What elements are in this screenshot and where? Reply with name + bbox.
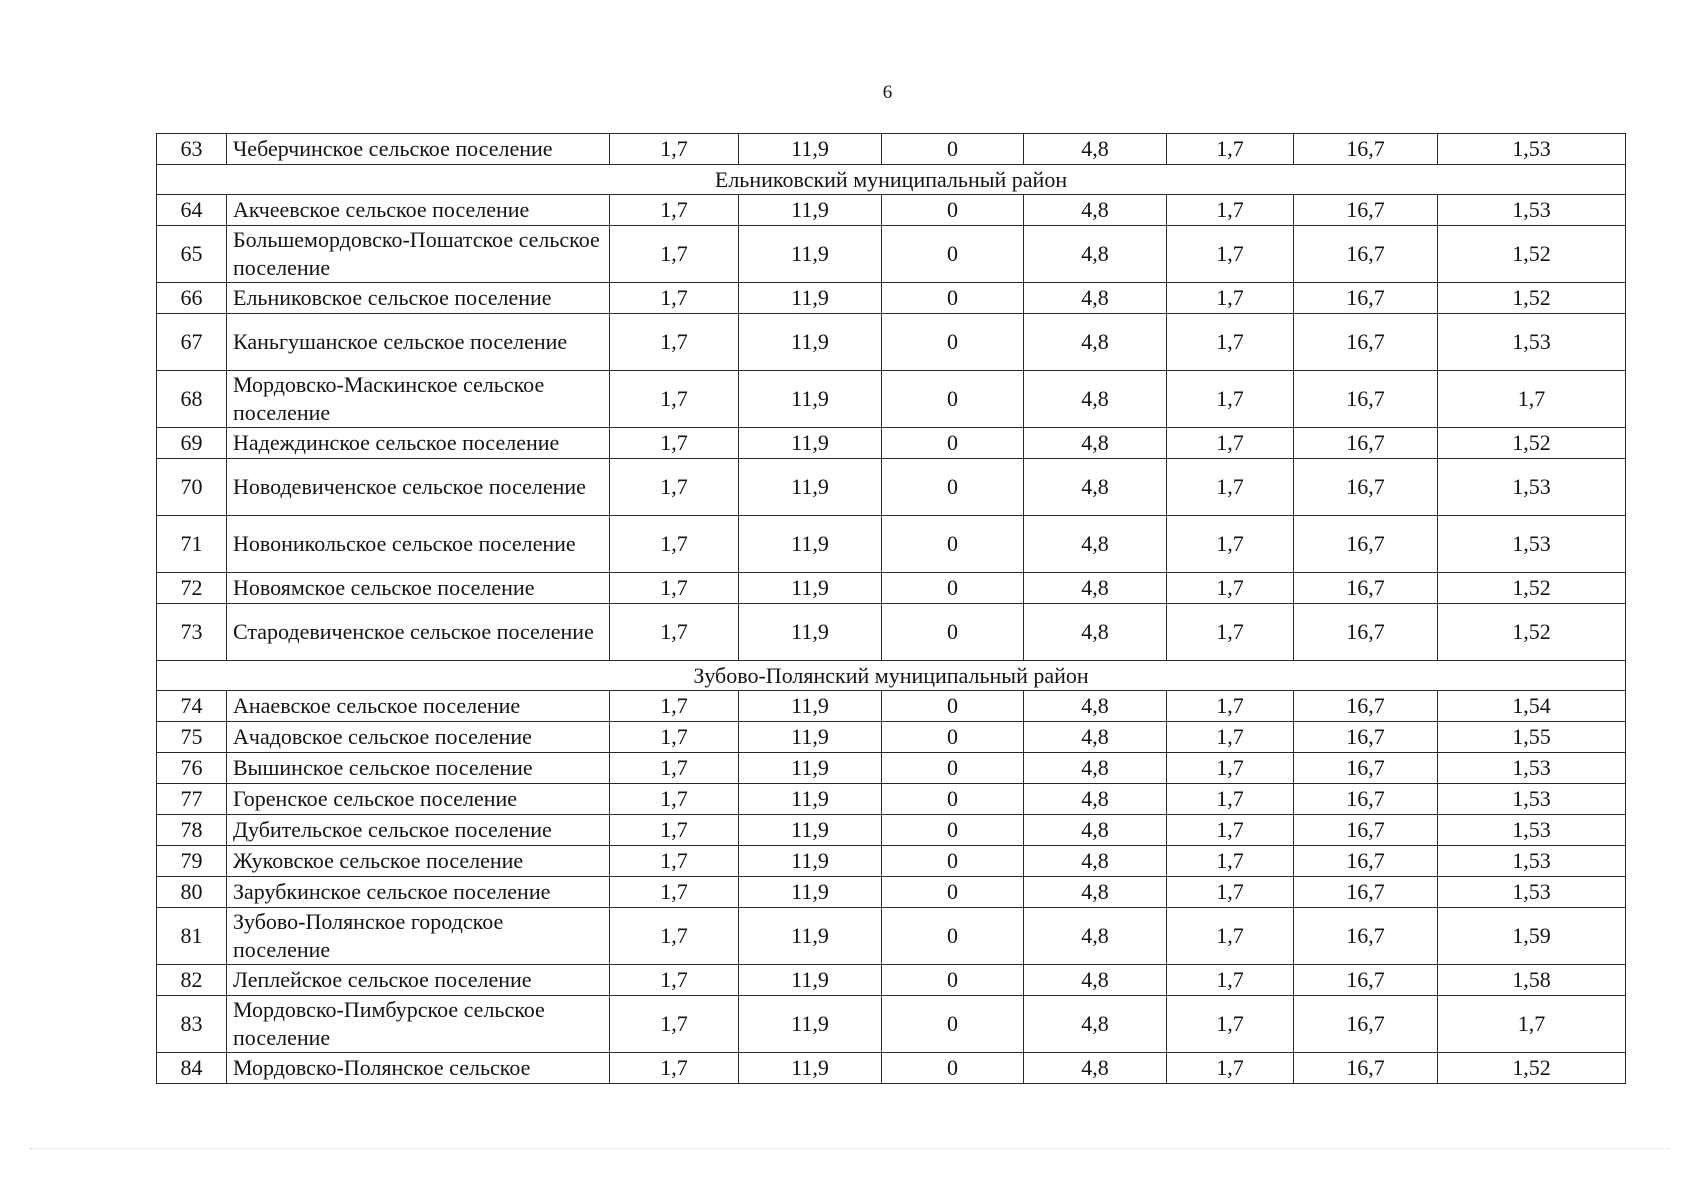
value-cell: 0 bbox=[882, 815, 1024, 846]
settlement-name: Стародевиченское сельское поселение bbox=[227, 604, 610, 661]
value-cell: 4,8 bbox=[1024, 516, 1167, 573]
row-number: 70 bbox=[157, 459, 227, 516]
settlement-name: Зубово-Полянское городское поселение bbox=[227, 908, 610, 965]
value-cell: 1,53 bbox=[1438, 753, 1626, 784]
settlement-name: Мордовско-Полянское сельское bbox=[227, 1053, 610, 1084]
table-row bbox=[157, 573, 1626, 604]
value-cell: 1,7 bbox=[1167, 573, 1294, 604]
settlement-name: Леплейское сельское поселение bbox=[227, 965, 610, 996]
value-cell: 0 bbox=[882, 283, 1024, 314]
row-number: 78 bbox=[157, 815, 227, 846]
table-row bbox=[157, 691, 1626, 722]
value-cell: 4,8 bbox=[1024, 815, 1167, 846]
settlement-name: Мордовско-Пимбурское сельское поселение bbox=[227, 996, 610, 1053]
value-cell: 1,7 bbox=[610, 908, 739, 965]
settlement-name: Большемордовско-Пошатское сельское поселение bbox=[227, 226, 610, 283]
value-cell: 1,7 bbox=[1167, 965, 1294, 996]
value-cell: 16,7 bbox=[1294, 691, 1438, 722]
value-cell: 1,7 bbox=[1167, 428, 1294, 459]
value-cell: 16,7 bbox=[1294, 604, 1438, 661]
value-cell: 4,8 bbox=[1024, 314, 1167, 371]
settlement-name: Анаевское сельское поселение bbox=[227, 691, 610, 722]
settlement-name: Зарубкинское сельское поселение bbox=[227, 877, 610, 908]
value-cell: 1,7 bbox=[610, 134, 739, 165]
row-number: 83 bbox=[157, 996, 227, 1053]
value-cell: 11,9 bbox=[739, 371, 882, 428]
value-cell: 1,52 bbox=[1438, 283, 1626, 314]
table-row bbox=[157, 753, 1626, 784]
row-number: 67 bbox=[157, 314, 227, 371]
row-number: 84 bbox=[157, 1053, 227, 1084]
value-cell: 1,53 bbox=[1438, 784, 1626, 815]
row-number: 64 bbox=[157, 195, 227, 226]
value-cell: 1,7 bbox=[1167, 877, 1294, 908]
table-row bbox=[157, 784, 1626, 815]
value-cell: 1,7 bbox=[1167, 314, 1294, 371]
row-number: 74 bbox=[157, 691, 227, 722]
table-row bbox=[157, 877, 1626, 908]
value-cell: 1,54 bbox=[1438, 691, 1626, 722]
value-cell: 4,8 bbox=[1024, 753, 1167, 784]
table-row bbox=[157, 134, 1626, 165]
value-cell: 0 bbox=[882, 195, 1024, 226]
value-cell: 1,7 bbox=[610, 314, 739, 371]
value-cell: 0 bbox=[882, 1053, 1024, 1084]
value-cell: 0 bbox=[882, 459, 1024, 516]
value-cell: 1,7 bbox=[610, 516, 739, 573]
settlement-name: Новоникольское сельское поселение bbox=[227, 516, 610, 573]
value-cell: 11,9 bbox=[739, 134, 882, 165]
row-number: 80 bbox=[157, 877, 227, 908]
table-row bbox=[157, 371, 1626, 428]
value-cell: 1,7 bbox=[610, 722, 739, 753]
row-number: 66 bbox=[157, 283, 227, 314]
value-cell: 1,53 bbox=[1438, 314, 1626, 371]
value-cell: 0 bbox=[882, 996, 1024, 1053]
table-row bbox=[157, 1053, 1626, 1084]
value-cell: 4,8 bbox=[1024, 134, 1167, 165]
value-cell: 1,7 bbox=[1167, 134, 1294, 165]
value-cell: 1,7 bbox=[610, 784, 739, 815]
value-cell: 4,8 bbox=[1024, 226, 1167, 283]
value-cell: 1,52 bbox=[1438, 428, 1626, 459]
value-cell: 16,7 bbox=[1294, 226, 1438, 283]
value-cell: 0 bbox=[882, 965, 1024, 996]
value-cell: 1,7 bbox=[610, 283, 739, 314]
value-cell: 1,7 bbox=[610, 573, 739, 604]
value-cell: 11,9 bbox=[739, 573, 882, 604]
value-cell: 11,9 bbox=[739, 428, 882, 459]
settlement-name: Мордовско-Маскинское сельское поселение bbox=[227, 371, 610, 428]
table-body bbox=[157, 134, 1626, 1084]
section-title: Зубово-Полянский муниципальный район bbox=[157, 661, 1626, 691]
section-title: Ельниковский муниципальный район bbox=[157, 165, 1626, 195]
value-cell: 1,53 bbox=[1438, 846, 1626, 877]
value-cell: 1,7 bbox=[1167, 996, 1294, 1053]
value-cell: 11,9 bbox=[739, 784, 882, 815]
table-row bbox=[157, 846, 1626, 877]
value-cell: 1,52 bbox=[1438, 1053, 1626, 1084]
value-cell: 4,8 bbox=[1024, 604, 1167, 661]
row-number: 72 bbox=[157, 573, 227, 604]
value-cell: 1,55 bbox=[1438, 722, 1626, 753]
value-cell: 16,7 bbox=[1294, 1053, 1438, 1084]
table-row bbox=[157, 516, 1626, 573]
value-cell: 4,8 bbox=[1024, 1053, 1167, 1084]
row-number: 71 bbox=[157, 516, 227, 573]
settlement-name: Дубительское сельское поселение bbox=[227, 815, 610, 846]
value-cell: 1,52 bbox=[1438, 604, 1626, 661]
value-cell: 16,7 bbox=[1294, 784, 1438, 815]
settlement-name: Акчеевское сельское поселение bbox=[227, 195, 610, 226]
table-row bbox=[157, 815, 1626, 846]
value-cell: 0 bbox=[882, 877, 1024, 908]
table-row bbox=[157, 908, 1626, 965]
settlement-name: Ельниковское сельское поселение bbox=[227, 283, 610, 314]
value-cell: 1,7 bbox=[1167, 283, 1294, 314]
value-cell: 4,8 bbox=[1024, 195, 1167, 226]
settlement-name: Надеждинское сельское поселение bbox=[227, 428, 610, 459]
value-cell: 1,7 bbox=[610, 604, 739, 661]
value-cell: 4,8 bbox=[1024, 371, 1167, 428]
value-cell: 4,8 bbox=[1024, 459, 1167, 516]
value-cell: 1,7 bbox=[1167, 722, 1294, 753]
value-cell: 1,7 bbox=[1167, 846, 1294, 877]
row-number: 65 bbox=[157, 226, 227, 283]
settlement-name: Вышинское сельское поселение bbox=[227, 753, 610, 784]
row-number: 69 bbox=[157, 428, 227, 459]
row-number: 77 bbox=[157, 784, 227, 815]
value-cell: 1,7 bbox=[1167, 691, 1294, 722]
value-cell: 1,52 bbox=[1438, 573, 1626, 604]
value-cell: 1,7 bbox=[610, 815, 739, 846]
value-cell: 1,7 bbox=[610, 428, 739, 459]
value-cell: 1,53 bbox=[1438, 459, 1626, 516]
value-cell: 16,7 bbox=[1294, 371, 1438, 428]
value-cell: 11,9 bbox=[739, 846, 882, 877]
row-number: 76 bbox=[157, 753, 227, 784]
value-cell: 16,7 bbox=[1294, 573, 1438, 604]
scan-artifact-line bbox=[30, 1148, 1670, 1149]
row-number: 63 bbox=[157, 134, 227, 165]
value-cell: 0 bbox=[882, 784, 1024, 815]
settlement-name: Каньгушанское сельское поселение bbox=[227, 314, 610, 371]
value-cell: 11,9 bbox=[739, 604, 882, 661]
value-cell: 4,8 bbox=[1024, 573, 1167, 604]
value-cell: 1,53 bbox=[1438, 815, 1626, 846]
value-cell: 16,7 bbox=[1294, 516, 1438, 573]
value-cell: 1,7 bbox=[1167, 459, 1294, 516]
value-cell: 16,7 bbox=[1294, 314, 1438, 371]
value-cell: 1,7 bbox=[610, 965, 739, 996]
row-number: 82 bbox=[157, 965, 227, 996]
settlement-name: Жуковское сельское поселение bbox=[227, 846, 610, 877]
value-cell: 4,8 bbox=[1024, 428, 1167, 459]
value-cell: 1,53 bbox=[1438, 134, 1626, 165]
table-row bbox=[157, 314, 1626, 371]
value-cell: 0 bbox=[882, 371, 1024, 428]
value-cell: 11,9 bbox=[739, 195, 882, 226]
table-row bbox=[157, 965, 1626, 996]
table-row bbox=[157, 428, 1626, 459]
value-cell: 16,7 bbox=[1294, 459, 1438, 516]
value-cell: 1,7 bbox=[1167, 516, 1294, 573]
value-cell: 0 bbox=[882, 226, 1024, 283]
value-cell: 0 bbox=[882, 314, 1024, 371]
value-cell: 1,7 bbox=[1438, 996, 1626, 1053]
value-cell: 16,7 bbox=[1294, 877, 1438, 908]
value-cell: 4,8 bbox=[1024, 691, 1167, 722]
value-cell: 1,59 bbox=[1438, 908, 1626, 965]
value-cell: 4,8 bbox=[1024, 996, 1167, 1053]
value-cell: 1,7 bbox=[610, 877, 739, 908]
table-row bbox=[157, 604, 1626, 661]
settlement-name: Новодевиченское сельское поселение bbox=[227, 459, 610, 516]
value-cell: 1,7 bbox=[1438, 371, 1626, 428]
value-cell: 11,9 bbox=[739, 908, 882, 965]
value-cell: 1,7 bbox=[610, 371, 739, 428]
value-cell: 1,7 bbox=[1167, 1053, 1294, 1084]
value-cell: 16,7 bbox=[1294, 996, 1438, 1053]
value-cell: 0 bbox=[882, 604, 1024, 661]
value-cell: 16,7 bbox=[1294, 753, 1438, 784]
settlement-name: Чеберчинское сельское поселение bbox=[227, 134, 610, 165]
value-cell: 1,7 bbox=[1167, 195, 1294, 226]
value-cell: 1,7 bbox=[610, 195, 739, 226]
value-cell: 11,9 bbox=[739, 314, 882, 371]
value-cell: 1,7 bbox=[610, 1053, 739, 1084]
value-cell: 1,7 bbox=[610, 846, 739, 877]
row-number: 73 bbox=[157, 604, 227, 661]
value-cell: 1,53 bbox=[1438, 195, 1626, 226]
value-cell: 0 bbox=[882, 691, 1024, 722]
value-cell: 16,7 bbox=[1294, 195, 1438, 226]
value-cell: 16,7 bbox=[1294, 965, 1438, 996]
value-cell: 11,9 bbox=[739, 1053, 882, 1084]
value-cell: 4,8 bbox=[1024, 784, 1167, 815]
value-cell: 1,7 bbox=[610, 753, 739, 784]
value-cell: 11,9 bbox=[739, 815, 882, 846]
value-cell: 1,58 bbox=[1438, 965, 1626, 996]
page-number: 6 bbox=[882, 82, 893, 103]
value-cell: 0 bbox=[882, 908, 1024, 965]
table-row bbox=[157, 459, 1626, 516]
value-cell: 16,7 bbox=[1294, 722, 1438, 753]
row-number: 68 bbox=[157, 371, 227, 428]
value-cell: 1,7 bbox=[610, 996, 739, 1053]
value-cell: 11,9 bbox=[739, 877, 882, 908]
value-cell: 0 bbox=[882, 573, 1024, 604]
value-cell: 4,8 bbox=[1024, 965, 1167, 996]
value-cell: 11,9 bbox=[739, 459, 882, 516]
table-row bbox=[157, 226, 1626, 283]
table-row bbox=[157, 996, 1626, 1053]
value-cell: 11,9 bbox=[739, 516, 882, 573]
value-cell: 11,9 bbox=[739, 965, 882, 996]
value-cell: 11,9 bbox=[739, 691, 882, 722]
settlements-table bbox=[156, 133, 1626, 1084]
value-cell: 1,7 bbox=[1167, 815, 1294, 846]
value-cell: 4,8 bbox=[1024, 877, 1167, 908]
value-cell: 4,8 bbox=[1024, 908, 1167, 965]
value-cell: 11,9 bbox=[739, 996, 882, 1053]
value-cell: 0 bbox=[882, 753, 1024, 784]
value-cell: 0 bbox=[882, 428, 1024, 459]
value-cell: 16,7 bbox=[1294, 428, 1438, 459]
value-cell: 4,8 bbox=[1024, 846, 1167, 877]
value-cell: 1,7 bbox=[1167, 753, 1294, 784]
value-cell: 11,9 bbox=[739, 722, 882, 753]
value-cell: 1,7 bbox=[1167, 784, 1294, 815]
value-cell: 1,7 bbox=[1167, 371, 1294, 428]
value-cell: 16,7 bbox=[1294, 134, 1438, 165]
value-cell: 1,7 bbox=[1167, 604, 1294, 661]
value-cell: 11,9 bbox=[739, 283, 882, 314]
value-cell: 1,53 bbox=[1438, 877, 1626, 908]
value-cell: 0 bbox=[882, 722, 1024, 753]
value-cell: 11,9 bbox=[739, 753, 882, 784]
section-header-row bbox=[157, 661, 1626, 691]
table-row bbox=[157, 722, 1626, 753]
table-row bbox=[157, 195, 1626, 226]
value-cell: 4,8 bbox=[1024, 722, 1167, 753]
row-number: 81 bbox=[157, 908, 227, 965]
value-cell: 1,7 bbox=[1167, 908, 1294, 965]
value-cell: 16,7 bbox=[1294, 283, 1438, 314]
settlement-name: Горенское сельское поселение bbox=[227, 784, 610, 815]
value-cell: 11,9 bbox=[739, 226, 882, 283]
value-cell: 4,8 bbox=[1024, 283, 1167, 314]
value-cell: 1,52 bbox=[1438, 226, 1626, 283]
row-number: 75 bbox=[157, 722, 227, 753]
value-cell: 0 bbox=[882, 134, 1024, 165]
value-cell: 0 bbox=[882, 516, 1024, 573]
value-cell: 0 bbox=[882, 846, 1024, 877]
value-cell: 1,7 bbox=[610, 459, 739, 516]
value-cell: 1,7 bbox=[610, 691, 739, 722]
value-cell: 16,7 bbox=[1294, 908, 1438, 965]
table-row bbox=[157, 283, 1626, 314]
value-cell: 1,7 bbox=[1167, 226, 1294, 283]
row-number: 79 bbox=[157, 846, 227, 877]
value-cell: 16,7 bbox=[1294, 815, 1438, 846]
settlement-name: Ачадовское сельское поселение bbox=[227, 722, 610, 753]
value-cell: 16,7 bbox=[1294, 846, 1438, 877]
section-header-row bbox=[157, 165, 1626, 195]
value-cell: 1,53 bbox=[1438, 516, 1626, 573]
settlement-name: Новоямское сельское поселение bbox=[227, 573, 610, 604]
value-cell: 1,7 bbox=[610, 226, 739, 283]
